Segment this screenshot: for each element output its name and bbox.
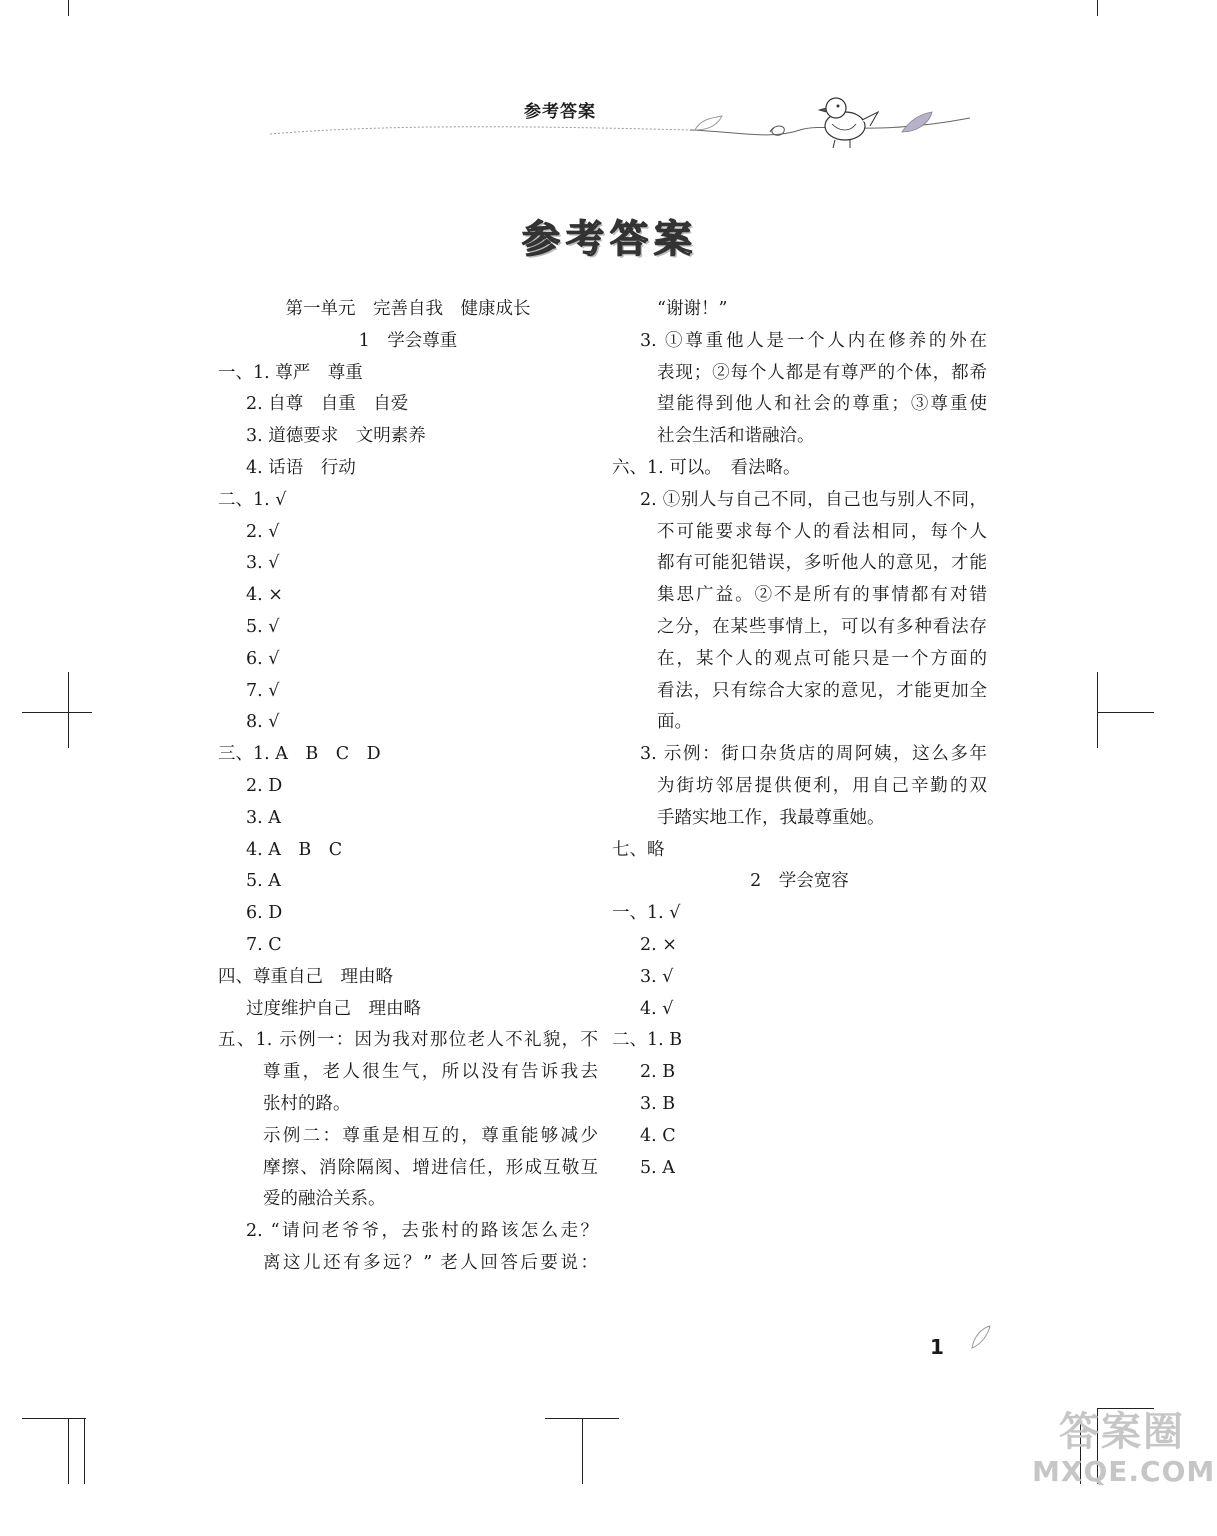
answer-line: 尊重，老人很生气，所以没有告诉我去 — [263, 1062, 598, 1083]
answer-line: 2. × — [640, 934, 677, 955]
answer-line: 离这儿还有多远？” 老人回答后要说： — [263, 1252, 598, 1273]
answer-line: 第一单元 完善自我 健康成长 — [285, 299, 531, 319]
answer-line: 4. √ — [640, 998, 674, 1019]
answer-line: 集思广益。②不是所有的事情都有对错 — [657, 585, 987, 606]
answer-line: 3. 示例：街口杂货店的周阿姨，这么多年 — [640, 744, 987, 765]
answer-line: 爱的融洽关系。 — [263, 1189, 386, 1210]
watermark-top: 答案圈 — [1059, 1409, 1185, 1455]
crop-mark-icon — [68, 0, 69, 16]
answer-line: 二、1. B — [612, 1030, 683, 1051]
header-title: 参考答案 — [524, 102, 596, 122]
crop-mark-icon — [1098, 712, 1154, 713]
answer-line: 四、尊重自己 理由略 — [218, 966, 393, 987]
answer-line: 5. √ — [246, 616, 280, 637]
crop-mark-icon — [1097, 0, 1098, 16]
answer-line: 一、1. √ — [612, 903, 681, 924]
answer-line: 看法，只有综合大家的意见，才能更加全 — [657, 680, 987, 701]
answer-line: 4. 话语 行动 — [246, 457, 356, 478]
answer-line: 2. √ — [246, 521, 280, 542]
answer-line: 3. 道德要求 文明素养 — [246, 426, 426, 447]
answer-line: 2. ①别人与自己不同，自己也与别人不同， — [640, 489, 987, 510]
answer-line: 社会生活和谐融洽。 — [657, 426, 815, 447]
leaf-icon — [695, 116, 722, 130]
answer-line: 面。 — [657, 712, 692, 733]
answer-line: 2. 自尊 自重 自爱 — [246, 394, 409, 415]
answer-line: 3. √ — [246, 553, 280, 574]
answer-line: 7. √ — [246, 680, 280, 701]
answer-line: 5. A — [246, 871, 281, 892]
answer-line: 2 学会宽容 — [750, 871, 849, 892]
answer-line: 张村的路。 — [263, 1093, 351, 1114]
answer-line: 1 学会尊重 — [358, 330, 458, 351]
answer-line: 望能得到他人和社会的尊重；③尊重使 — [657, 394, 987, 415]
crop-mark-icon — [68, 672, 69, 748]
leaf-icon — [968, 1322, 994, 1352]
main-title: 参考答案 — [521, 217, 698, 261]
header-decoration — [270, 92, 975, 152]
answer-line: 2. “请问老爷爷，去张村的路该怎么走？ — [246, 1221, 598, 1242]
answer-line: 2. D — [246, 775, 283, 796]
crop-mark-icon — [84, 1418, 85, 1484]
watermark-bottom: MXQE.COM — [1032, 1455, 1216, 1488]
answer-line: 2. B — [640, 1062, 676, 1083]
watermark — [1032, 1408, 1216, 1488]
crop-mark-icon — [22, 1418, 86, 1419]
answer-line: 3. ①尊重他人是一个人内在修养的外在 — [640, 330, 987, 351]
answer-line: 4. A B C — [246, 839, 343, 860]
answer-line: 之分，在某些事情上，可以有多种看法存 — [657, 616, 987, 637]
answer-line: 7. C — [246, 934, 282, 955]
answer-line: 4. × — [246, 585, 283, 606]
answer-line: 表现；②每个人都是有尊严的个体，都希 — [657, 362, 987, 383]
answer-line: 6. D — [246, 903, 283, 924]
answer-line: 摩擦、消除隔阂、增进信任，形成互敬互 — [263, 1157, 598, 1178]
bird-icon — [819, 98, 878, 148]
leaf-icon — [902, 112, 932, 132]
crop-mark-icon — [22, 712, 92, 713]
answer-line: 一、1. 尊严 尊重 — [218, 362, 363, 383]
crop-mark-icon — [1097, 672, 1098, 748]
left-column — [218, 294, 598, 1280]
answer-line: 六、1. 可以。 看法略。 — [612, 457, 801, 478]
right-column — [612, 294, 987, 1184]
answer-line: 在，某个人的观点可能只是一个方面的 — [657, 648, 987, 669]
answer-line: 8. √ — [246, 712, 280, 733]
answer-line: 手踏实地工作，我最尊重她。 — [657, 807, 885, 828]
crop-mark-icon — [68, 1418, 69, 1484]
answer-line: 五、1. 示例一：因为我对那位老人不礼貌，不 — [218, 1030, 598, 1051]
page-number: 1 — [930, 1335, 944, 1359]
answer-line: 5. A — [640, 1157, 675, 1178]
answer-line: 三、1. A B C D — [218, 744, 381, 765]
answer-line: 3. √ — [640, 966, 674, 987]
answer-line: 为街坊邻居提供便利，用自己辛勤的双 — [657, 775, 987, 796]
answer-line: 都有可能犯错误，多听他人的意见，才能 — [657, 553, 987, 574]
answer-line: 3. B — [640, 1093, 676, 1114]
answer-line: 七、略 — [612, 839, 665, 860]
answer-line: 6. √ — [246, 648, 280, 669]
crop-mark-icon — [582, 1418, 583, 1484]
answer-line: 3. A — [246, 807, 281, 828]
answer-line: 4. C — [640, 1125, 676, 1146]
answer-line: 不可能要求每个人的看法相同，每个人 — [657, 521, 987, 542]
answer-line: 二、1. √ — [218, 489, 287, 510]
answer-line: 示例二：尊重是相互的，尊重能够减少 — [263, 1125, 598, 1146]
answer-line: 过度维护自己 理由略 — [246, 998, 421, 1019]
answer-line: “谢谢！” — [657, 299, 728, 319]
